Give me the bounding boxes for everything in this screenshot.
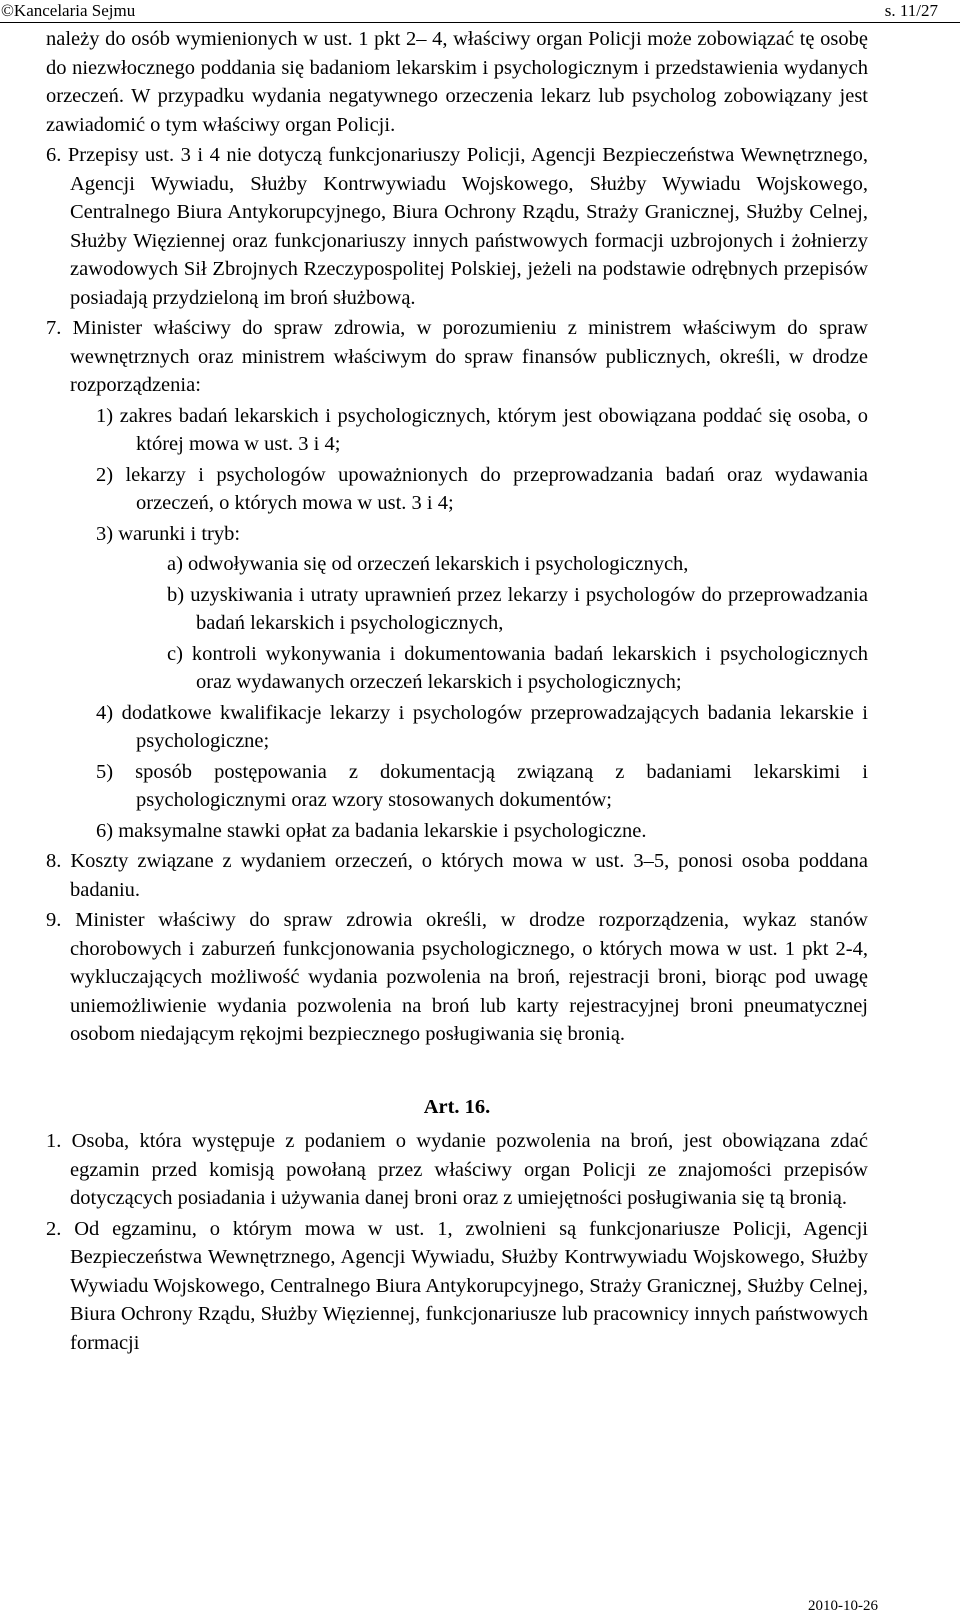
list-item-7-6: 6) maksymalne stawki opłat za badania lekarskie i psychologiczne. [96, 819, 647, 842]
list-item-7-1: 1) zakres badań lekarskich i psychologicznych, którym jest obowiązana poddać się osoba, o której mowa w ust. 3 i 4; [96, 404, 868, 455]
article-16-paragraph-2: 2. Od egzaminu, o którym mowa w ust. 1, zwolnieni są funkcjonariusze Policji, Agencji Bezpieczeństwa Wewnętrznego, Agencji Wywiadu, Służby Kontrwywiadu Wojskowego, Służby Wywiadu Wojskowego, Centralnego Biura Antykorupcyjnego, Straży Granicznej, Służby Celnej, Biura Ochrony Rządu, Służby Więziennej, funkcjonariusze lub pracownicy innych państwowych formacji [46, 1217, 868, 1354]
list-subitem-7-3-b: b) uzyskiwania i utraty uprawnień przez lekarzy i psychologów do przeprowadzania badań lekarskich i psychologicznych, [167, 583, 868, 634]
list-item-7-2: 2) lekarzy i psychologów upoważnionych do przeprowadzania badań oraz wydawania orzeczeń, o których mowa w ust. 3 i 4; [96, 463, 868, 514]
paragraph-5-continuation: należy do osób wymienionych w ust. 1 pkt 2– 4, właściwy organ Policji może zobowiązać tę osobę do niezwłocznego poddania się badaniom lekarskim i psychologicznym i przedstawienia wydanych orzeczeń. W przypadku wydania negatywnego orzeczenia lekarz lub psycholog zobowiązany jest zawiadomić o tym właściwy organ Policji. [46, 28, 868, 136]
paragraph-6: 6. Przepisy ust. 3 i 4 nie dotyczą funkcjonariuszy Policji, Agencji Bezpieczeństwa Wewnętrznego, Agencji Wywiadu, Służby Kontrwywiadu Wojskowego, Służby Wywiadu Wojskowego, Centralnego Biura Antykorupcyjnego, Biura Ochrony Rządu, Straży Granicznej, Służby Celnej, Służby Więziennej oraz funkcjonariuszy innych państwowych formacji uzbrojonych i żołnierzy zawodowych Sił Zbrojnych Rzeczypospolitej Polskiej, jeżeli na podstawie odrębnych przepisów posiadają przydzieloną im broń służbową. [46, 144, 868, 309]
page-header [0, 0, 960, 22]
document-body [46, 25, 868, 1357]
list-subitem-7-3-c: c) kontroli wykonywania i dokumentowania badań lekarskich i psychologicznych oraz wydawanych orzeczeń lekarskich i psychologicznych; [167, 642, 868, 693]
paragraph-9: 9. Minister właściwy do spraw zdrowia określi, w drodze rozporządzenia, wykaz stanów chorobowych i zaburzeń funkcjonowania psychologicznego, o których mowa w ust. 1 pkt 2-4, wykluczających możliwość wydania pozwolenia na broń, rejestracji broni, biorąc pod uwagę uniemożliwienie wydania pozwolenia na broń lub karty rejestracyjnej broni pneumatycznej osobom niedającym rękojmi bezpiecznego posługiwania się bronią. [46, 909, 868, 1045]
footer-date: 2010-10-26 [808, 1598, 878, 1614]
header-divider [0, 22, 960, 23]
paragraph-8: 8. Koszty związane z wydaniem orzeczeń, o których mowa w ust. 3–5, ponosi osoba poddana badaniu. [46, 850, 868, 901]
list-item-7-5: 5) sposób postępowania z dokumentacją związaną z badaniami lekarskimi i psychologicznymi oraz wzory stosowanych dokumentów; [96, 760, 868, 811]
list-subitem-7-3-a: a) odwoływania się od orzeczeń lekarskich i psychologicznych, [167, 553, 689, 575]
list-item-7-4: 4) dodatkowe kwalifikacje lekarzy i psychologów przeprowadzających badania lekarskie i psychologiczne; [96, 701, 868, 752]
paragraph-7: 7. Minister właściwy do spraw zdrowia, w porozumieniu z ministrem właściwym do spraw wewnętrznych oraz ministrem właściwym do spraw finansów publicznych, określi, w drodze rozporządzenia: [46, 317, 868, 396]
list-item-7-3: 3) warunki i tryb: [96, 522, 241, 545]
page-number: s. 11/27 [884, 1, 938, 20]
article-heading: Art. 16. [423, 1095, 491, 1118]
copyright-notice: ©Kancelaria Sejmu [1, 1, 136, 20]
article-16-paragraph-1: 1. Osoba, która występuje z podaniem o wydanie pozwolenia na broń, jest obowiązana zdać egzamin przed komisją powołaną przez właściwy organ Policji ze znajomości przepisów dotyczących posiadania i używania danej broni oraz z umiejętności posługiwania się tą bronią. [46, 1130, 868, 1209]
